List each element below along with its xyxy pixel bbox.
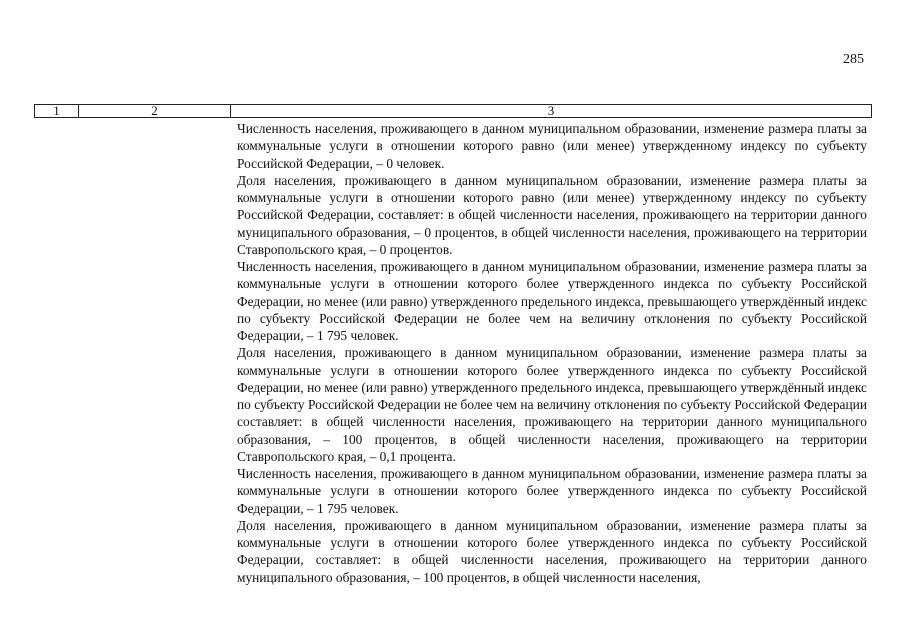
- document-body: [237, 120, 867, 586]
- column-header-table: [34, 104, 872, 118]
- paragraph-population-above-index: Численность населения, проживающего в данном муниципальном образовании, изменение размера платы за коммунальные услуги в отношении которого более утвержденного индекса по субъекту Российской Федерации, – 1 795 человек.: [237, 466, 867, 516]
- column-header-1: 1: [35, 105, 79, 118]
- column-header-2: 2: [79, 105, 231, 118]
- column-header-row: [35, 105, 872, 118]
- paragraph-share-within-limit: Доля населения, проживающего в данном муниципальном образовании, изменение размера платы за коммунальные услуги в отношении которого более утвержденного индекса по субъекту Российской Федерации, но менее (или равно) утвержденного предельного индекса, превышающего утверждённый индекс по субъекту Российской Федерации не более чем на величину отклонения по субъекту Российской Федерации составляет: в общей численности населения, проживающего на территории данного муниципального образования, – 100 процентов, в общей численности населения, проживающего на территории Ставропольского края, – 0,1 процента.: [237, 345, 867, 464]
- column-header-3: 3: [231, 105, 872, 118]
- paragraph-share-above-index: Доля населения, проживающего в данном муниципальном образовании, изменение размера платы за коммунальные услуги в отношении которого более утвержденного индекса по субъекту Российской Федерации, составляет: в общей численности населения, проживающего на территории данного муниципального образования, – 100 процентов, в общей численности населения,: [237, 517, 867, 585]
- paragraph-population-within-limit: Численность населения, проживающего в данном муниципальном образовании, изменение размера платы за коммунальные услуги в отношении которого более утвержденного индекса по субъекту Российской Федерации, но менее (или равно) утвержденного предельного индекса, превышающего утверждённый индекс по субъекту Российской Федерации не более чем на величину отклонения по субъекту Российской Федерации, – 1 795 человек.: [237, 259, 867, 343]
- paragraph-population-equal-index: Численность населения, проживающего в данном муниципальном образовании, изменение размера платы за коммунальные услуги в отношении которого равно (или менее) утвержденному индексу по субъекту Российской Федерации, – 0 человек.: [237, 121, 867, 171]
- paragraph-share-equal-index: Доля населения, проживающего в данном муниципальном образовании, изменение размера платы за коммунальные услуги в отношении которого равно (или менее) утвержденному индексу по субъекту Российской Федерации, составляет: в общей численности населения, проживающего на территории данного муниципального образования, – 0 процентов, в общей численности населения, проживающего на территории Ставропольского края, – 0 процентов.: [237, 172, 867, 257]
- page-number: 285: [843, 52, 864, 67]
